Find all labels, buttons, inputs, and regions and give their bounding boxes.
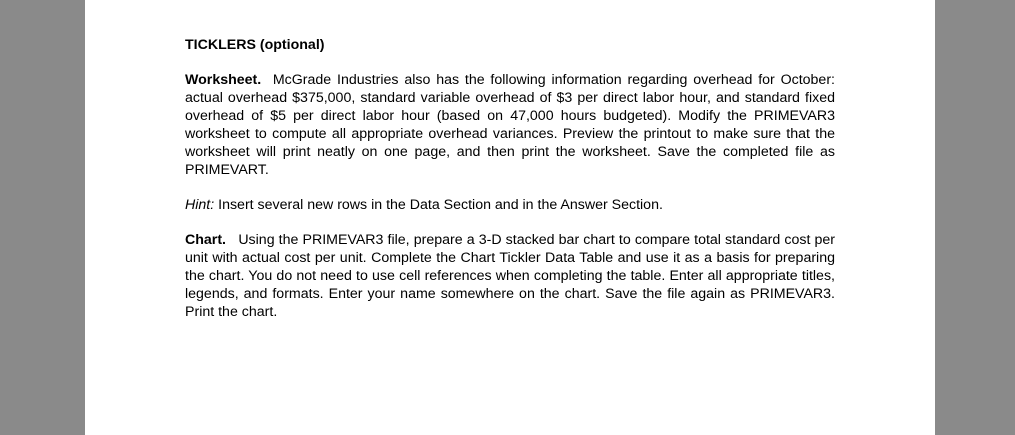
hint-body: Insert several new rows in the Data Section and in the Answer Section. [218,197,663,213]
chart-body: Using the PRIMEVAR3 file, prepare a 3-D stacked bar chart to compare total standard cost per unit with actual cost per unit. Complete the Chart Tickler Data Table and use it as a basis for preparing the chart. You do not need to use cell references when completing the table. Enter all appropriate titles, legends, and formats. Enter your name somewhere on the chart. Save the file again as PRIMEVAR3. Print the chart. [185,232,835,320]
page-content [185,36,835,338]
section-heading: TICKLERS (optional) [185,37,325,53]
worksheet-lead: Worksheet. [185,72,262,88]
worksheet-paragraph [185,71,835,179]
hint-paragraph [185,196,835,214]
worksheet-body: McGrade Industries also has the following information regarding overhead for October: actual overhead $375,000, standard variable overhead of $3 per direct labor hour, and standard fixed overhead of $5 per direct labor hour (based on 47,000 hours budgeted). Modify the PRIMEVAR3 worksheet to compute all appropriate overhead variances. Preview the printout to make sure that the worksheet will print neatly on one page, and then print the worksheet. Save the completed file as PRIMEVART. [185,72,835,178]
chart-lead: Chart. [185,232,226,248]
document-page [85,0,935,435]
chart-paragraph [185,231,835,321]
hint-lead: Hint: [185,197,215,213]
